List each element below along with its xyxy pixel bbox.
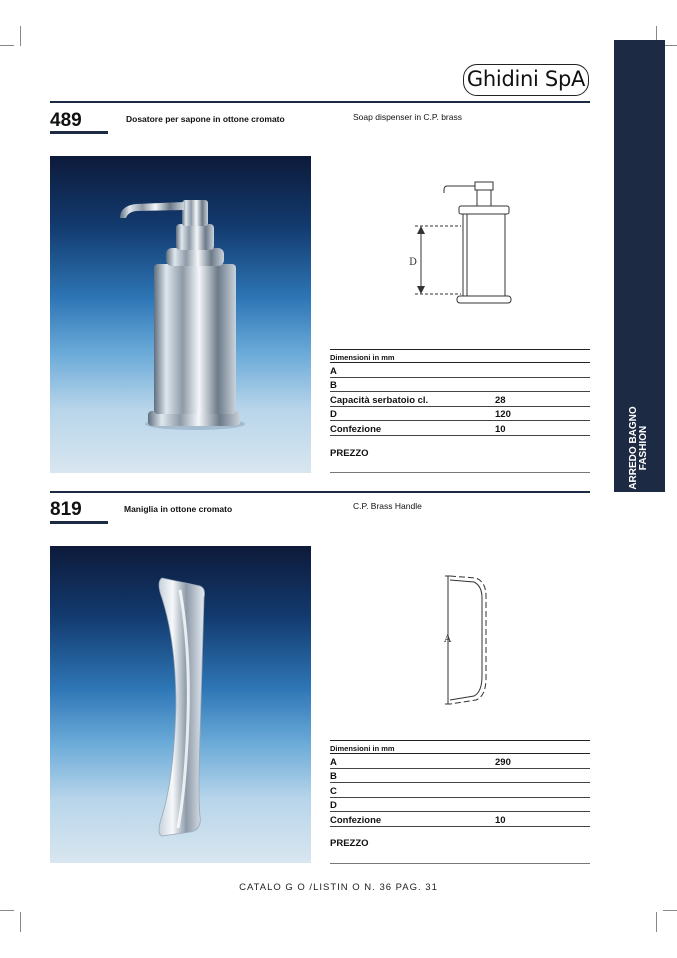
product-code-underline: [50, 521, 108, 524]
crop-mark: [656, 912, 657, 932]
product-code: 489: [50, 110, 82, 131]
crop-mark: [0, 910, 14, 911]
price-label: PREZZO: [330, 838, 369, 849]
crop-mark: [20, 912, 21, 932]
dimensions-table: [330, 740, 590, 827]
handle-image: [50, 546, 311, 863]
dimensions-header: Dimensioni in mm: [330, 350, 590, 363]
technical-drawing: [395, 178, 520, 306]
table-row: B: [330, 377, 590, 392]
product-code-underline: [50, 131, 108, 134]
table-row: D: [330, 797, 590, 812]
product-title-it: Maniglia in ottone cromato: [124, 504, 233, 514]
crop-mark: [663, 45, 677, 46]
product-title-it: Dosatore per sapone in ottone cromato: [126, 114, 285, 124]
crop-mark: [663, 910, 677, 911]
table-row: A: [330, 363, 590, 378]
table-row: A 290: [330, 754, 590, 769]
brand-logo: Ghidini SpA: [463, 64, 589, 96]
table-row: Confezione 10: [330, 421, 590, 436]
section-rule: [50, 101, 590, 103]
price-line: [330, 863, 590, 864]
product-title-en: Soap dispenser in C.P. brass: [353, 112, 462, 122]
dimensions-table: [330, 349, 590, 436]
page-footer: CATALO G O /LISTIN O N. 36 PAG. 31: [239, 882, 438, 893]
table-row: D 120: [330, 406, 590, 421]
price-line: [330, 472, 590, 473]
product-photo: [50, 546, 311, 863]
technical-drawing: [430, 570, 500, 710]
product-title-en: C.P. Brass Handle: [353, 501, 422, 511]
table-row: Capacità serbatoio cl. 28: [330, 392, 590, 407]
product-code: 819: [50, 499, 82, 520]
table-row: B: [330, 768, 590, 783]
soap-dispenser-drawing: [395, 178, 520, 306]
section-side-tab: [614, 40, 665, 492]
section-label: ARREDO BAGNO FASHION: [628, 406, 649, 490]
price-label: PREZZO: [330, 448, 369, 459]
soap-dispenser-image: [50, 156, 311, 473]
section-rule: [50, 491, 590, 493]
drawing-label: A: [444, 634, 452, 645]
dimensions-header: Dimensioni in mm: [330, 741, 590, 754]
drawing-label: D: [409, 257, 418, 268]
handle-drawing: [430, 570, 500, 710]
crop-mark: [20, 26, 21, 46]
table-row: C: [330, 783, 590, 798]
crop-mark: [0, 45, 14, 46]
table-row: Confezione 10: [330, 812, 590, 827]
product-photo: [50, 156, 311, 473]
